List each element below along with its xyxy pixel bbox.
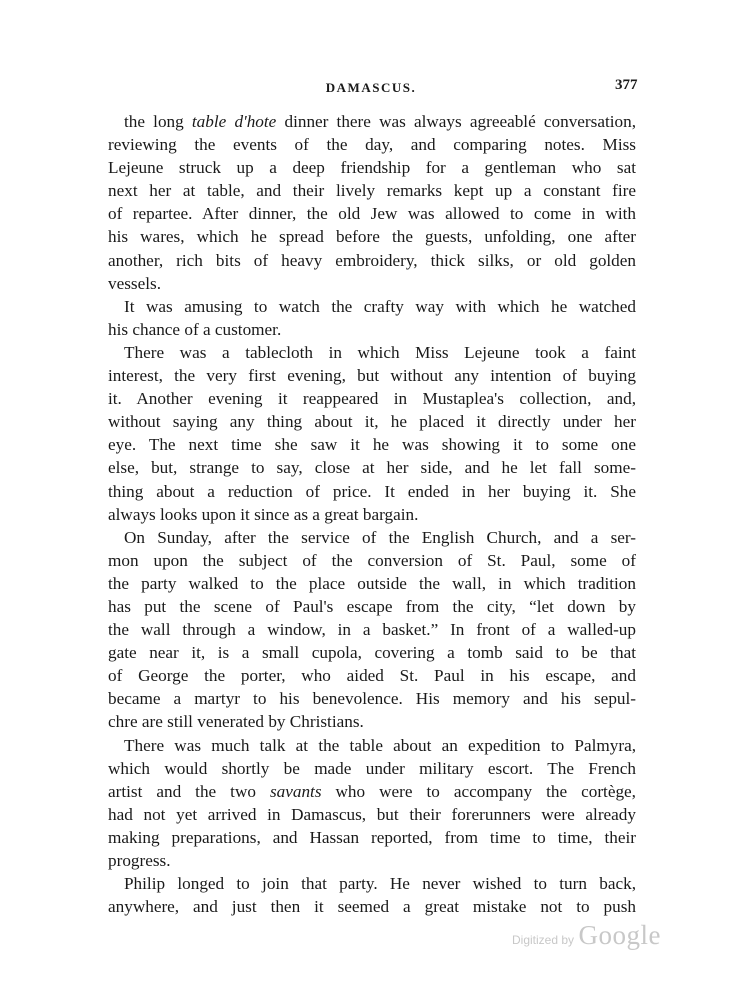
paragraph bbox=[108, 872, 636, 918]
text-line: the wall through a window, in a basket.” In front of a walled-up bbox=[108, 620, 636, 640]
text-line: the party walked to the place outside the wall, in which tradition bbox=[108, 573, 636, 593]
text-line: it. Another evening it reappeared in Mustaplea's collection, and, bbox=[108, 389, 636, 409]
paragraph bbox=[108, 295, 636, 341]
text-line: vessels. bbox=[108, 273, 161, 293]
text-line: Lejeune struck up a deep friendship for a gentleman who sat bbox=[108, 158, 636, 178]
text-line: which would shortly be made under military escort. The French bbox=[108, 758, 636, 778]
text-line: of repartee. After dinner, the old Jew was allowed to come in with bbox=[108, 204, 636, 224]
text-line: another, rich bits of heavy embroidery, thick silks, or old golden bbox=[108, 250, 636, 270]
text-line: On Sunday, after the service of the English Church, and a ser- bbox=[124, 527, 636, 547]
text-line: of George the porter, who aided St. Paul in his escape, and bbox=[108, 666, 636, 686]
text-line: progress. bbox=[108, 851, 171, 870]
running-title: DAMASCUS. bbox=[325, 80, 417, 95]
text-line: mon upon the subject of the conversion of St. Paul, some of bbox=[108, 550, 636, 570]
text-line: became a martyr to his benevolence. His memory and his sepul- bbox=[108, 689, 636, 709]
watermark-brand: Google bbox=[578, 920, 661, 950]
text-line: has put the scene of Paul's escape from the city, “let down by bbox=[108, 596, 636, 616]
text-line: else, but, strange to say, close at her side, and he let fall some- bbox=[108, 458, 636, 478]
text-line: always looks upon it since as a great bargain. bbox=[108, 504, 419, 524]
body-text bbox=[108, 110, 636, 918]
text-line: his wares, which he spread before the guests, unfolding, one after bbox=[108, 227, 636, 247]
text-line: chre are still venerated by Christians. bbox=[108, 712, 364, 732]
text-line: his chance of a customer. bbox=[108, 319, 282, 339]
watermark-prefix: Digitized by bbox=[512, 933, 575, 947]
text-line: gate near it, is a small cupola, covering a tomb said to be that bbox=[108, 643, 636, 663]
paragraph bbox=[108, 341, 636, 526]
paragraph bbox=[108, 734, 636, 873]
text-line: interest, the very first evening, but without any intention of buying bbox=[108, 366, 636, 386]
text-line: reviewing the events of the day, and comparing notes. Miss bbox=[108, 135, 636, 155]
text-line: next her at table, and their lively remarks kept up a constant fire bbox=[108, 181, 636, 201]
text-line: Philip longed to join that party. He never wished to turn back, bbox=[124, 874, 636, 894]
text-line: without saying any thing about it, he placed it directly under her bbox=[108, 412, 636, 432]
text-line: There was a tablecloth in which Miss Lejeune took a faint bbox=[124, 342, 636, 362]
paragraph bbox=[108, 526, 636, 734]
paragraph bbox=[108, 110, 636, 295]
text-line: There was much talk at the table about an expedition to Palmyra, bbox=[124, 735, 636, 755]
italic-term: table d'hote bbox=[191, 112, 277, 131]
text-line: anywhere, and just then it seemed a great mistake not to push bbox=[108, 897, 636, 917]
text-line: thing about a reduction of price. It ended in her buying it. She bbox=[108, 481, 636, 501]
text-line: It was amusing to watch the crafty way with which he watched bbox=[124, 296, 636, 316]
text-line: making preparations, and Hassan reported, from time to time, their bbox=[108, 827, 636, 847]
text-line: eye. The next time she saw it he was showing it to some one bbox=[108, 435, 636, 455]
text-line: the long table d'hote dinner there was always agreeablé conversation, bbox=[124, 112, 636, 131]
italic-term: savants bbox=[269, 781, 322, 801]
page-number: 377 bbox=[615, 77, 638, 93]
digitized-watermark bbox=[512, 920, 661, 951]
text-line: had not yet arrived in Damascus, but their forerunners were already bbox=[108, 804, 636, 824]
text-line: artist and the two savants who were to accompany the cortège, bbox=[108, 781, 636, 801]
